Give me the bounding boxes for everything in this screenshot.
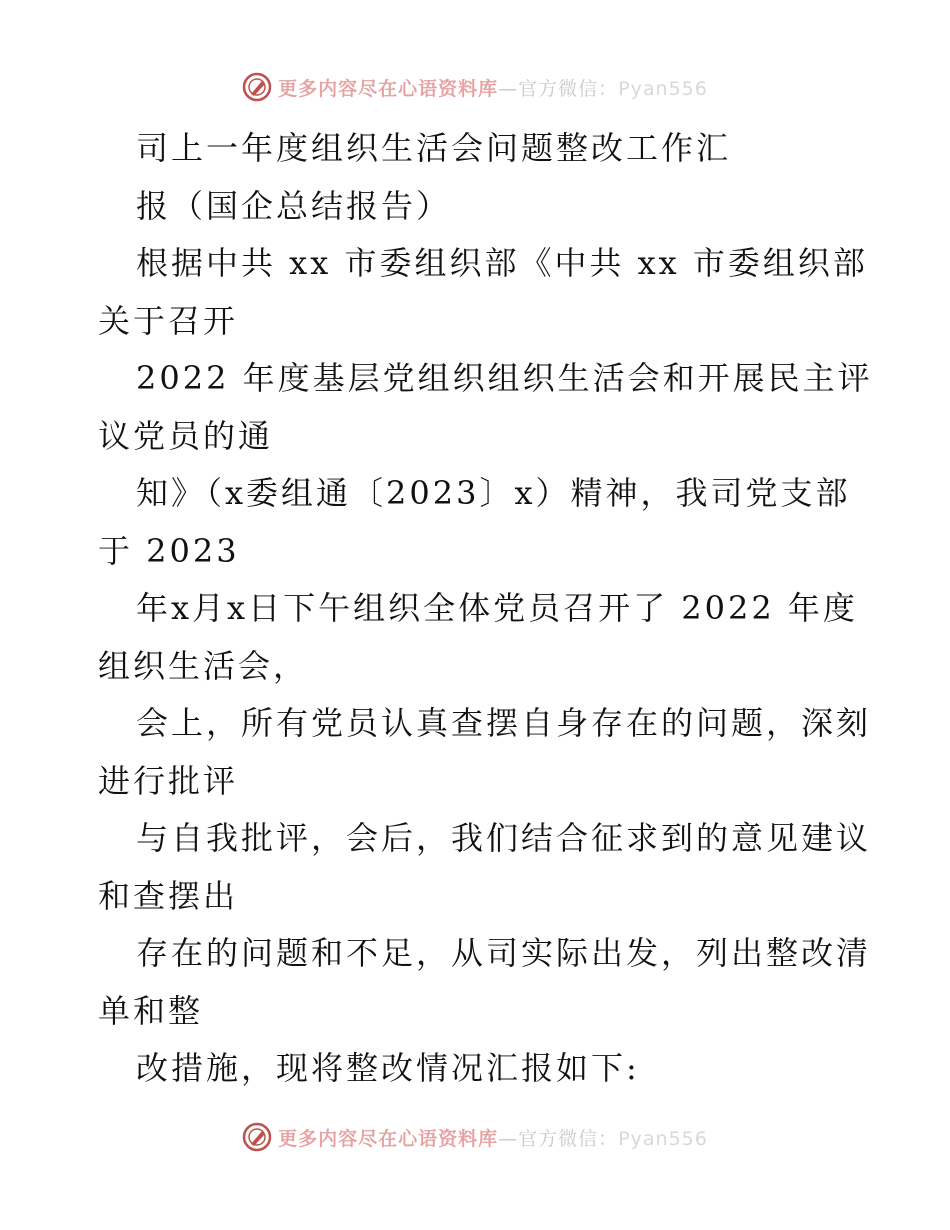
watermark-brand: 更多内容尽在心语资料库 [278, 77, 499, 100]
text-line: 议党员的通 [98, 416, 274, 455]
pen-logo-icon [242, 72, 272, 102]
text-line: 改措施，现将整改情况汇报如下: [136, 1049, 640, 1087]
text-line: 于 2023 [98, 531, 240, 570]
watermark-wechat: Pyan556 [618, 1127, 708, 1150]
text-line: 组织生活会， [98, 646, 309, 685]
text-line: 和查摆出 [98, 876, 239, 915]
text-line: 年x月x日下午组织全体党员召开了 2022 年度 [136, 589, 858, 627]
text-line: 根据中共 xx 市委组织部《中共 xx 市委组织部 [136, 244, 868, 282]
text-line: 存在的问题和不足，从司实际出发，列出整改清 [136, 934, 872, 972]
watermark-separator: —官方微信： [498, 77, 619, 100]
text-line: 2022 年度基层党组织组织生活会和开展民主评 [136, 359, 873, 397]
text-line: 关于召开 [98, 301, 239, 340]
watermark-footer [0, 1122, 950, 1152]
text-line: 会上，所有党员认真查摆自身存在的问题，深刻 [136, 704, 872, 742]
watermark-separator: —官方微信： [498, 1127, 619, 1150]
text-line: 知》（x委组通〔2023〕x）精神，我司党支部 [136, 474, 851, 512]
text-line: 报（国企总结报告） [136, 186, 452, 225]
text-line: 单和整 [98, 991, 204, 1030]
text-line: 司上一年度组织生活会问题整改工作汇 [136, 129, 732, 167]
watermark-header [0, 72, 950, 102]
text-line: 与自我批评，会后，我们结合征求到的意见建议 [136, 819, 872, 857]
pen-logo-icon [242, 1122, 272, 1152]
document-body [98, 120, 873, 1098]
text-line: 进行批评 [98, 761, 239, 800]
watermark-brand: 更多内容尽在心语资料库 [278, 1127, 499, 1150]
watermark-wechat: Pyan556 [618, 77, 708, 100]
